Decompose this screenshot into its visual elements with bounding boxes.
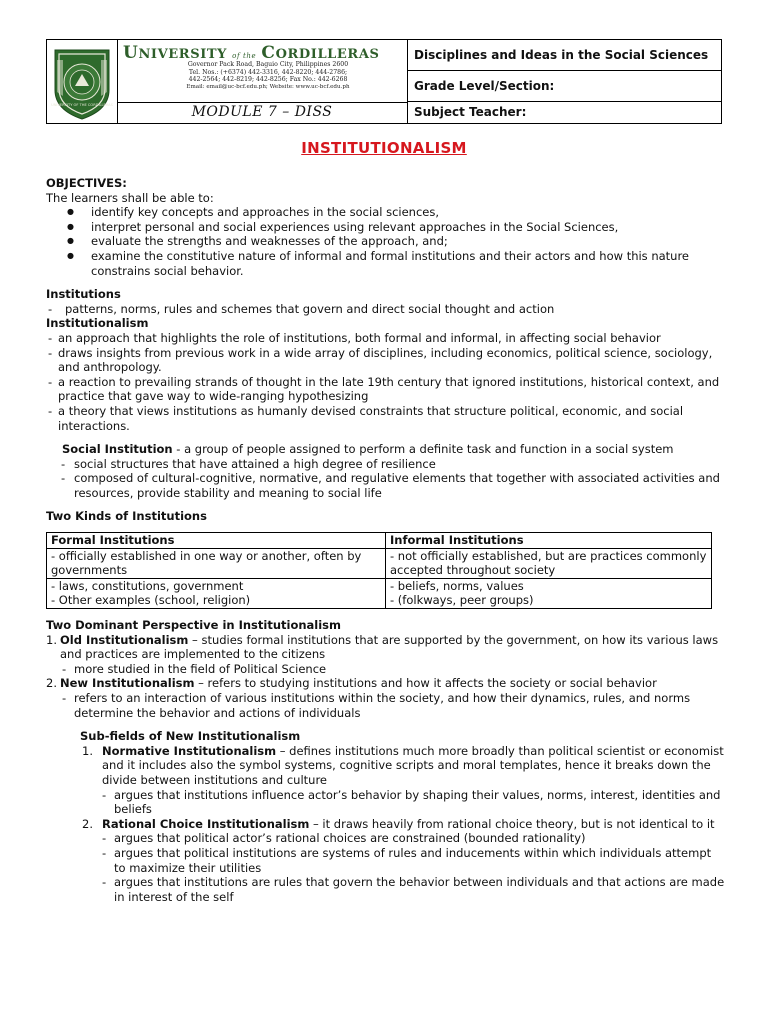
university-info-cell xyxy=(117,40,408,103)
two-kinds-heading: Two Kinds of Institutions xyxy=(46,509,207,524)
phone-line-1: Tel. Nos.: (+6374) 442-3316, 442-8220; 444-2786; xyxy=(188,68,348,76)
rational-term: Rational Choice Institutionalism xyxy=(102,816,310,831)
address: Governor Pack Road, Baguio City, Philippines 2600 xyxy=(187,61,349,68)
uni-name-first: NIVERSITY xyxy=(138,47,228,62)
institutionalism-item: - a reaction to prevailing strands of thought in the late 19th century that ignored institutions, historical context, and practice that gave way to wide-ranging hypothesizing xyxy=(46,375,726,404)
old-institutionalism xyxy=(46,633,726,662)
module-body xyxy=(46,176,726,904)
objective-item: ● examine the constitutive nature of informal and formal institutions and their actors and how this nature constrains social behavior. xyxy=(46,249,726,278)
uni-name-c: C xyxy=(261,43,276,63)
table-header-informal: Informal Institutions xyxy=(386,533,712,549)
university-seal-logo xyxy=(47,40,117,123)
institutions-heading: Institutions xyxy=(46,287,121,302)
institutionalism-item: - draws insights from previous work in a wide array of disciplines, including economics, political science, sociology, and anthropology. xyxy=(46,346,726,375)
table-cell: - beliefs, norms, values xyxy=(386,578,712,593)
table-header-row xyxy=(47,533,712,549)
old-term: Old Institutionalism xyxy=(60,632,189,647)
uni-name-u: U xyxy=(123,43,139,63)
new-num: 2. xyxy=(46,676,57,691)
objective-item: ● evaluate the strengths and weaknesses of the approach, and; xyxy=(46,234,726,249)
social-institution-definition xyxy=(46,442,726,457)
institutions-table xyxy=(46,532,712,609)
subfields-heading: Sub-fields of New Institutionalism xyxy=(80,729,301,744)
perspectives-heading: Two Dominant Perspective in Institutionalism xyxy=(46,618,342,633)
logo-cell xyxy=(47,40,118,123)
institutionalism-item: - a theory that views institutions as humanly devised constraints that structure political, economic, and social interactions. xyxy=(46,404,726,433)
table-cell: - not officially established, but are practices commonly accepted throughout society xyxy=(386,548,712,578)
objectives-heading: OBJECTIVES: xyxy=(46,176,127,190)
normative-term: Normative Institutionalism xyxy=(102,743,277,758)
module-label: MODULE 7 – DISS xyxy=(117,102,408,123)
table-header-formal: Formal Institutions xyxy=(47,533,386,549)
university-contact xyxy=(137,61,399,91)
table-cell: - laws, constitutions, government xyxy=(47,578,386,593)
table-row xyxy=(47,548,712,578)
table-row xyxy=(47,593,712,608)
old-sub: - more studied in the field of Political Science xyxy=(46,662,726,677)
social-institution-term: Social Institution xyxy=(62,442,173,457)
email-line: Email: email@uc-bcf.edu.ph; Website: www.uc-bcf.edu.ph xyxy=(186,83,350,90)
module-header xyxy=(46,39,722,124)
new-def: – refers to studying institutions and how it affects the society or social behavior xyxy=(194,676,657,691)
objective-item: ● interpret personal and social experiences using relevant approaches in the Social Sciences, xyxy=(46,220,726,235)
new-institutionalism xyxy=(46,676,726,691)
normative-item: - argues that institutions influence actor’s behavior by shaping their values, norms, interest, identities and beliefs xyxy=(46,788,726,817)
rational-def: – it draws heavily from rational choice theory, but is not identical to it xyxy=(309,816,715,831)
logo-ring-text: UNIVERSITY OF THE CORDILLERAS xyxy=(51,103,113,107)
new-sub: - refers to an interaction of various institutions within the society, and how their dynamics, rules, and norms determine the behavior and actions of individuals xyxy=(46,691,726,720)
table-cell: - officially established in one way or another, often by governments xyxy=(47,548,386,578)
uni-name-ofthe: of the xyxy=(232,52,257,60)
subject-title: Disciplines and Ideas in the Social Sciences xyxy=(408,40,721,71)
institutionalism-heading: Institutionalism xyxy=(46,316,149,331)
grade-level-field: Grade Level/Section: xyxy=(408,71,721,102)
normative-def: – defines institutions much more broadly than political scientist or economist and it includes also the symbol systems, cognitive scripts and moral templates, hence it breaks down the divide between institutions and culture xyxy=(102,743,724,787)
table-cell: - Other examples (school, religion) xyxy=(47,593,386,608)
old-num: 1. xyxy=(46,632,57,647)
objectives-intro: The learners shall be able to: xyxy=(46,190,214,205)
normative-num: 1. xyxy=(82,743,93,758)
table-row xyxy=(47,578,712,593)
institutionalism-item: - an approach that highlights the role of institutions, both formal and informal, in affecting social behavior xyxy=(46,331,726,346)
page-title: INSTITUTIONALISM xyxy=(301,139,467,157)
new-term: New Institutionalism xyxy=(60,676,195,691)
rational-num: 2. xyxy=(82,816,93,831)
social-institution-def: - a group of people assigned to perform a definite task and function in a social system xyxy=(172,442,674,457)
table-cell: - (folkways, peer groups) xyxy=(386,593,712,608)
objective-item: ● identify key concepts and approaches in the social sciences, xyxy=(46,205,726,220)
institutions-definition: - patterns, norms, rules and schemes that govern and direct social thought and action xyxy=(46,302,726,317)
rational-item: - argues that political institutions are systems of rules and inducements within which individuals attempt to maximize their utilities xyxy=(46,846,726,875)
rational-choice-institutionalism xyxy=(46,817,726,832)
uni-name-second: ORDILLERAS xyxy=(275,47,380,62)
rational-item: - argues that institutions are rules that govern the behavior between individuals and that actions are made in interest of the self xyxy=(46,875,726,904)
social-institution-item: - social structures that have attained a high degree of resilience xyxy=(46,457,726,472)
rational-item: - argues that political actor’s rational choices are constrained (bounded rationality) xyxy=(46,831,726,846)
old-def: – studies formal institutions that are supported by the government, on how its various laws and practices are implemented to the citizens xyxy=(60,632,719,662)
subject-teacher-field: Subject Teacher: xyxy=(414,105,527,119)
normative-institutionalism xyxy=(46,744,726,788)
social-institution-item: - composed of cultural-cognitive, normative, and regulative elements that together with associated activities and resources, provide stability and meaning to social life xyxy=(46,471,726,500)
phone-line-2: 442-2564; 442-8219; 442-8256; Fax No.: 442-6268 xyxy=(188,76,348,84)
